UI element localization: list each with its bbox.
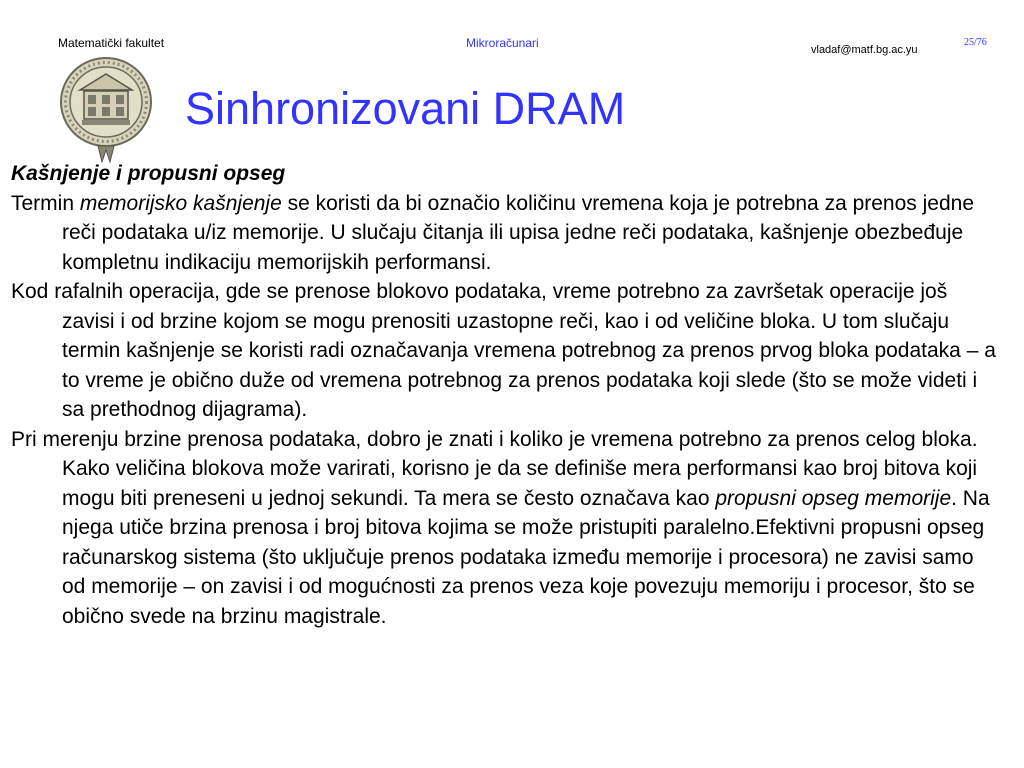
paragraph-bandwidth — [11, 425, 1001, 632]
paragraph-text: Termin — [11, 191, 80, 215]
slide-title: Sinhronizovani DRAM — [185, 83, 626, 134]
page-number: 25/76 — [964, 37, 987, 48]
paragraph-text: . Na njega utiče brzina prenosa i broj bitova kojima se može pristupiti paralelno.Efektivni propusni opseg računarskog sistema (što uključuje prenos podataka između memorije i procesora) ne zavisi samo od memorije – on zavisi i od mogućnosti za prenos veza koje povezuju memoriju i procesor, što se obično svede na brzinu magistrale. — [62, 486, 990, 628]
paragraph-burst: Kod rafalnih operacija, gde se prenose blokovo podataka, vreme potrebno za završetak operacije još zavisi i od brzine kojom se mogu prenositi uzastopne reči, kao i od veličine bloka. U tom slučaju termin kašnjenje se koristi radi označavanja vremena potrebnog za prenos prvog bloka podataka – a to vreme je obično duže od vremena potrebnog za prenos podataka koji slede (što se može videti i sa prethodnog dijagrama). — [11, 280, 996, 421]
paragraph-text: se koristi da bi označio količinu vremena koja je potrebna za prenos jedne reči podataka u/iz memorije. U slučaju čitanja ili upisa jedne reči podataka, kašnjenje obezbeđuje kompletnu indikaciju memorijskih performansi. — [62, 191, 975, 274]
term-memory-latency: memorijsko kašnjenje — [79, 191, 282, 215]
university-seal-icon — [58, 54, 154, 164]
term-memory-bandwidth: propusni opseg memorije — [715, 486, 952, 510]
section-heading: Kašnjenje i propusni opseg — [11, 162, 286, 185]
author-email: vladaf@matf.bg.ac.yu — [811, 44, 918, 56]
slide-content — [11, 159, 1001, 631]
paragraph-latency — [11, 189, 1001, 278]
paragraph-text: Pri merenju brzine prenosa podataka, dobro je znati i koliko je vremena potrebno za prenos celog bloka. Kako veličina blokova može varirati, korisno je da se definiše mera performansi kao broj bitova koji mogu biti preneseni u jednoj sekundi. Ta mera se često označava kao — [11, 427, 978, 510]
course-name: Mikroračunari — [466, 36, 539, 50]
faculty-name: Matematički fakultet — [58, 36, 165, 50]
